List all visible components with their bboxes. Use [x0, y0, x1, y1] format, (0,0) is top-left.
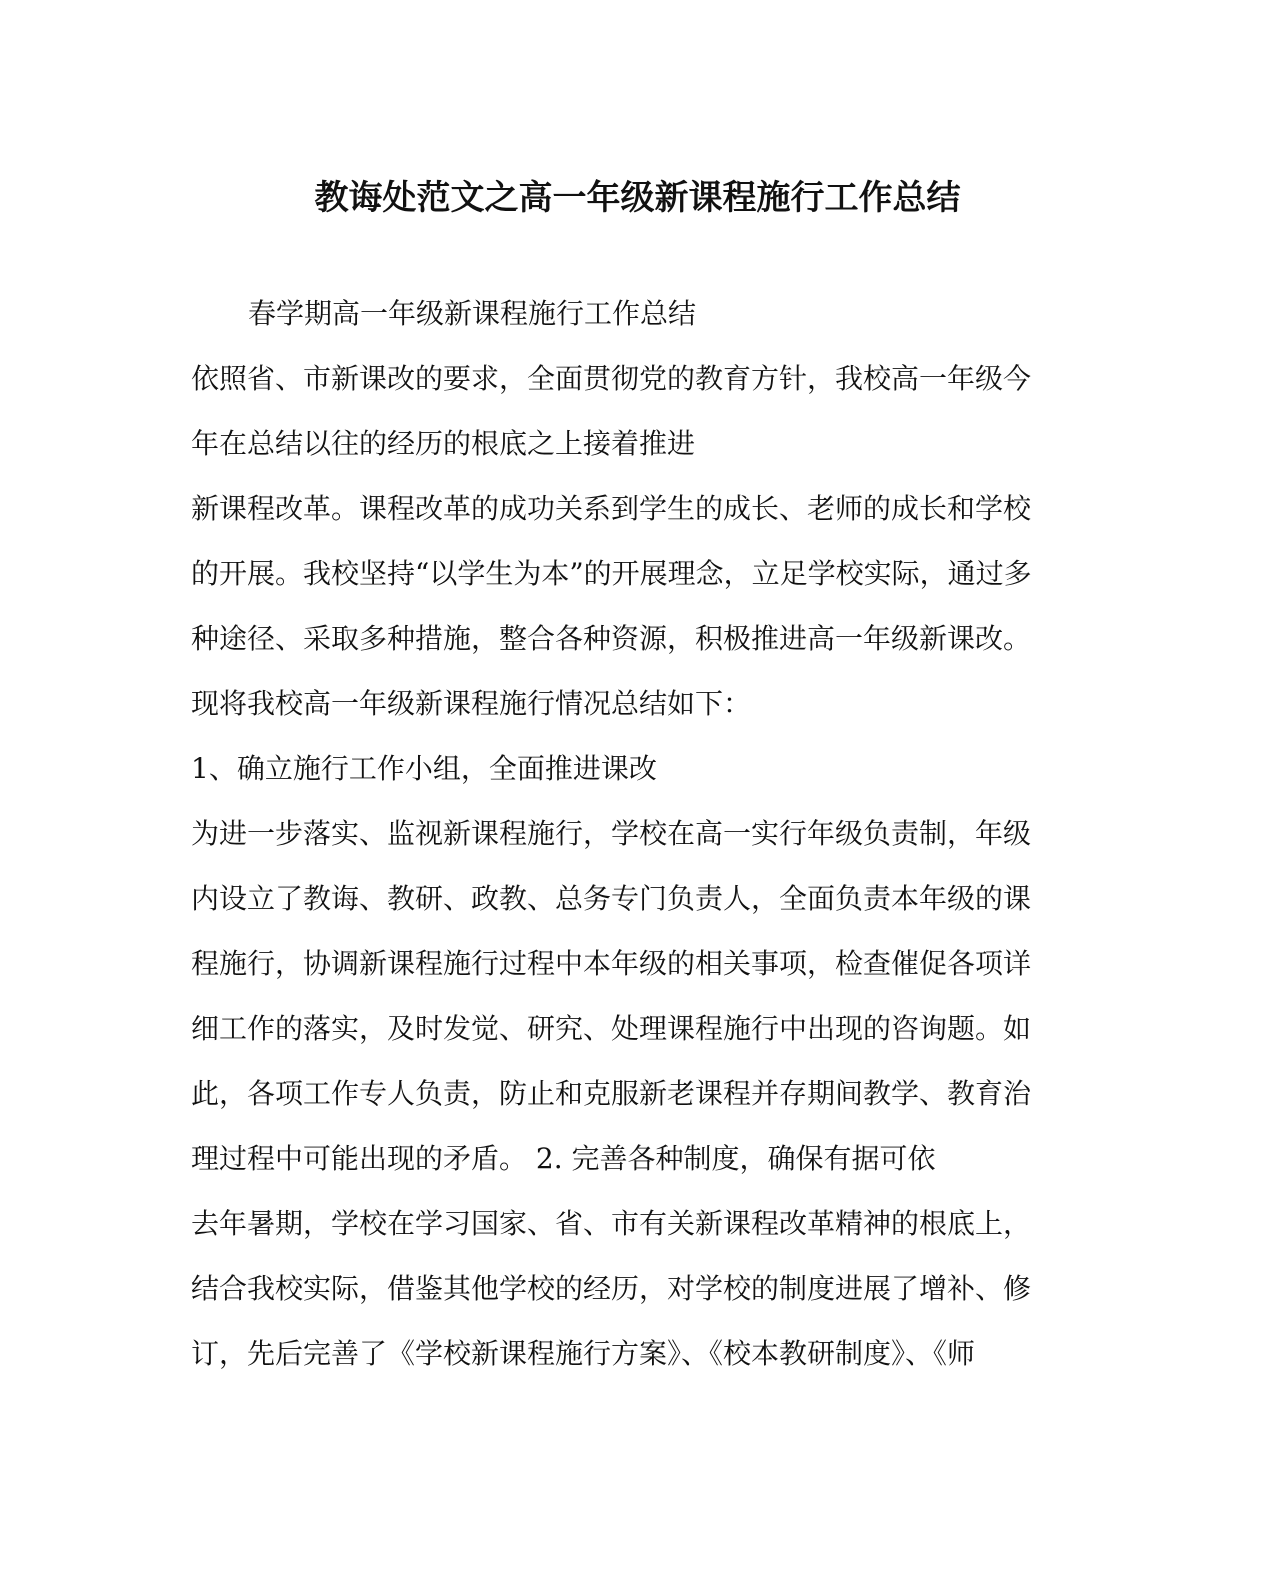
paragraph-line: 为进一步落实、监视新课程施行，学校在高一实行年级负责制，年级 [191, 817, 1032, 850]
paragraph-line: 此，各项工作专人负责，防止和克服新老课程并存期间教学、教育治 [191, 1077, 1032, 1110]
paragraph-line: 种途径、采取多种措施，整合各种资源，积极推进高一年级新课改。 [191, 622, 1032, 655]
paragraph-line: 依照省、市新课改的要求，全面贯彻党的教育方针，我校高一年级今 [191, 362, 1032, 395]
paragraph-line: 现将我校高一年级新课程施行情况总结如下： [191, 687, 752, 720]
document-title: 教诲处范文之高一年级新课程施行工作总结 [314, 178, 961, 218]
paragraph-line: 程施行，协调新课程施行过程中本年级的相关事项，检查催促各项详 [191, 947, 1032, 980]
paragraph-line: 去年暑期，学校在学习国家、省、市有关新课程改革精神的根底上， [191, 1207, 1032, 1240]
paragraph-line: 的开展。我校坚持“以学生为本”的开展理念，立足学校实际，通过多 [191, 557, 1032, 590]
paragraph-line: 细工作的落实，及时发觉、研究、处理课程施行中出现的咨询题。如 [191, 1012, 1032, 1045]
paragraph-line: 内设立了教诲、教研、政教、总务专门负责人，全面负责本年级的课 [191, 882, 1032, 915]
paragraph-line: 订，先后完善了《学校新课程施行方案》、《校本教研制度》、《师 [191, 1337, 976, 1370]
paragraph-line: 理过程中可能出现的矛盾。 2. 完善各种制度，确保有据可依 [191, 1142, 936, 1175]
paragraph-line: 年在总结以往的经历的根底之上接着推进 [191, 427, 696, 460]
document-body [191, 281, 1071, 1386]
section-heading-line: 1、确立施行工作小组，全面推进课改 [191, 752, 657, 785]
paragraph-line: 结合我校实际，借鉴其他学校的经历，对学校的制度进展了增补、修 [191, 1272, 1032, 1305]
paragraph-line: 春学期高一年级新课程施行工作总结 [248, 297, 697, 330]
paragraph-line: 新课程改革。课程改革的成功关系到学生的成长、老师的成长和学校 [191, 492, 1032, 525]
